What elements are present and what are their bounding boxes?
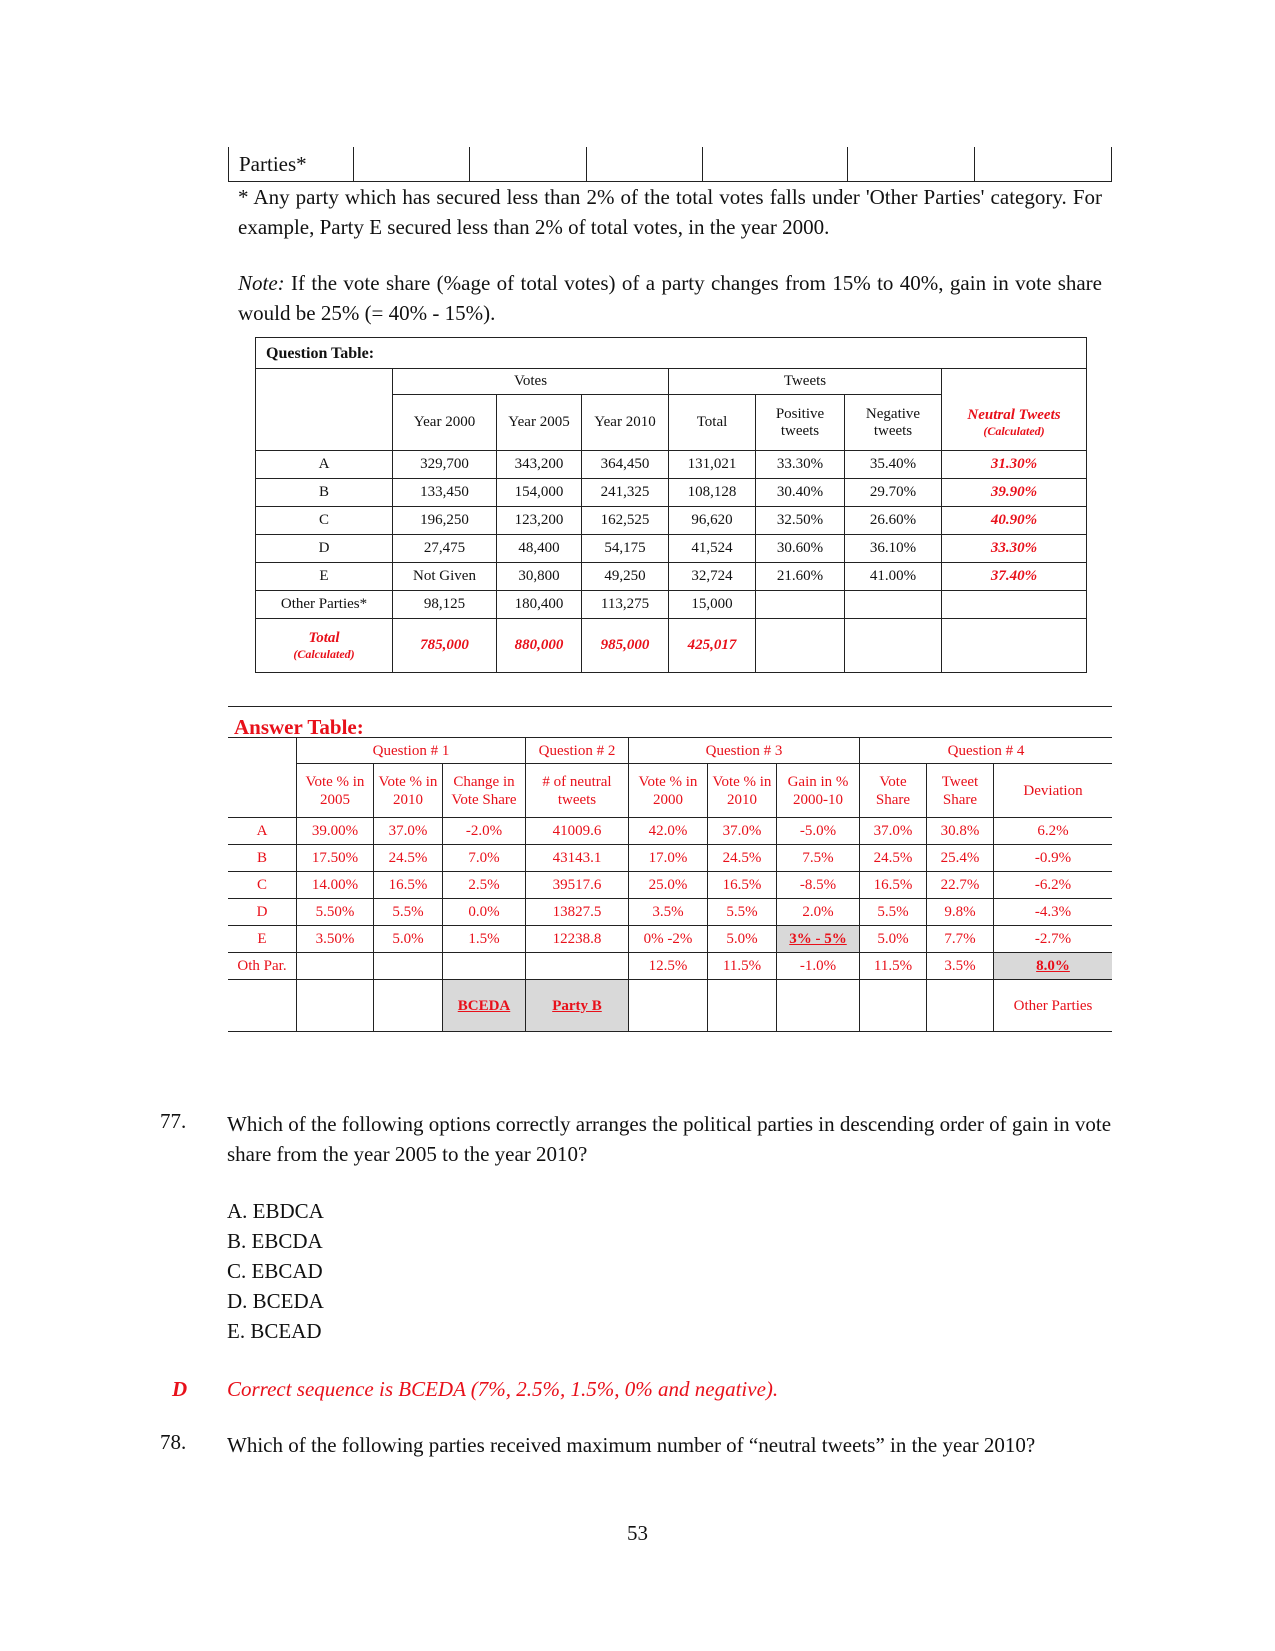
- cell-value: 5.5%: [708, 899, 777, 926]
- cell-value: 14.00%: [297, 872, 374, 899]
- cell-value: 37.0%: [708, 818, 777, 845]
- cell-value: 180,400: [497, 591, 582, 619]
- fragment-table: [228, 147, 1112, 182]
- neutral-value: 33.30%: [942, 535, 1087, 563]
- cell-value: -4.3%: [994, 899, 1113, 926]
- cell-value: [845, 591, 942, 619]
- q77-answer-letter: D: [172, 1377, 188, 1401]
- cell-value: 2.5%: [443, 872, 526, 899]
- answer-row: [228, 980, 1112, 1032]
- q77-option-b: B. EBCDA: [227, 1229, 323, 1253]
- hdr-vote-2010-q1: Vote % in 2010: [374, 764, 443, 818]
- cell-value: -2.7%: [994, 926, 1113, 953]
- party-name: B: [256, 479, 393, 507]
- cell-value: 364,450: [582, 451, 669, 479]
- cell-value: 13827.5: [526, 899, 629, 926]
- answer-q4: Other Parties: [994, 980, 1113, 1032]
- q78-text: Which of the following parties received maximum number of “neutral tweets” in the year 2010?: [227, 1433, 1036, 1457]
- cell-value: Not Given: [393, 563, 497, 591]
- q78-number: 78.: [160, 1430, 187, 1454]
- cell-value: 11.5%: [708, 953, 777, 980]
- col-year-2010: Year 2010: [582, 395, 669, 451]
- cell-value: 32,724: [669, 563, 756, 591]
- hdr-deviation: Deviation: [994, 764, 1113, 818]
- question-table-body: [256, 451, 1087, 619]
- party-name: Other Parties*: [256, 591, 393, 619]
- cell-value: 41009.6: [526, 818, 629, 845]
- cell-value: 131,021: [669, 451, 756, 479]
- cell-value: 25.4%: [927, 845, 994, 872]
- cell-value: 1.5%: [443, 926, 526, 953]
- cell-value: 48,400: [497, 535, 582, 563]
- col-year-2005: Year 2005: [497, 395, 582, 451]
- cell-value: 196,250: [393, 507, 497, 535]
- cell-value: 41.00%: [845, 563, 942, 591]
- cell-value: 22.7%: [927, 872, 994, 899]
- cell-value: -6.2%: [994, 872, 1113, 899]
- cell-value: 21.60%: [756, 563, 845, 591]
- cell-value: 7.5%: [777, 845, 860, 872]
- question-row: [256, 563, 1087, 591]
- cell-value: 11.5%: [860, 953, 927, 980]
- cell-value: -0.9%: [994, 845, 1113, 872]
- note-label: Note:: [238, 271, 285, 295]
- tweets-group-header: Tweets: [669, 369, 942, 395]
- cell-value: 49,250: [582, 563, 669, 591]
- cell-value: 35.40%: [845, 451, 942, 479]
- answer-q2: Party B: [552, 997, 602, 1014]
- cell-value: 3.5%: [927, 953, 994, 980]
- col-year-2000: Year 2000: [393, 395, 497, 451]
- hdr-neutral-tweets: # of neutral tweets: [526, 764, 629, 818]
- cell-value: 5.50%: [297, 899, 374, 926]
- cell-value: 42.0%: [629, 818, 708, 845]
- cell-value: 113,275: [582, 591, 669, 619]
- answer-table-title: Answer Table:: [228, 707, 1112, 738]
- cell-value: [297, 953, 374, 980]
- cell-value: 16.5%: [860, 872, 927, 899]
- neutral-sub: (Calculated): [983, 423, 1045, 438]
- hdr-vote-share: Vote Share: [860, 764, 927, 818]
- question-row: [256, 479, 1087, 507]
- cell-value: 24.5%: [708, 845, 777, 872]
- total-label: Total: [308, 630, 340, 646]
- cell-value: 24.5%: [860, 845, 927, 872]
- question-row: [256, 451, 1087, 479]
- note: [238, 268, 1102, 328]
- cell-value: 3.50%: [297, 926, 374, 953]
- hdr-tweet-share: Tweet Share: [927, 764, 994, 818]
- cell-value: 16.5%: [708, 872, 777, 899]
- cell-value: 5.5%: [374, 899, 443, 926]
- cell-value: 123,200: [497, 507, 582, 535]
- cell-value: 8.0%: [994, 953, 1113, 980]
- q77-option-d: D. BCEDA: [227, 1289, 324, 1313]
- total-2010: 985,000: [582, 619, 669, 673]
- party-name: C: [228, 872, 297, 899]
- party-name: A: [228, 818, 297, 845]
- cell-value: 36.10%: [845, 535, 942, 563]
- cell-value: [756, 591, 845, 619]
- question-table: [255, 337, 1087, 673]
- cell-value: 7.7%: [927, 926, 994, 953]
- cell-value: 15,000: [669, 591, 756, 619]
- cell-value: 343,200: [497, 451, 582, 479]
- question-table-title: Question Table:: [256, 338, 1087, 369]
- total-tweets: 425,017: [669, 619, 756, 673]
- group-q2: Question # 2: [526, 738, 629, 764]
- total-sub: (Calculated): [293, 647, 355, 661]
- cell-value: [374, 953, 443, 980]
- cell-value: 108,128: [669, 479, 756, 507]
- cell-value: 30,800: [497, 563, 582, 591]
- neutral-value: 37.40%: [942, 563, 1087, 591]
- col-positive: Positive tweets: [756, 395, 845, 451]
- cell-value: [443, 953, 526, 980]
- col-total: Total: [669, 395, 756, 451]
- cell-value: 39517.6: [526, 872, 629, 899]
- cell-value: 98,125: [393, 591, 497, 619]
- party-name: Oth Par.: [228, 953, 297, 980]
- cell-value: -8.5%: [777, 872, 860, 899]
- page-number: 53: [627, 1521, 648, 1545]
- cell-value: 12.5%: [629, 953, 708, 980]
- neutral-value: 40.90%: [942, 507, 1087, 535]
- question-row: [256, 507, 1087, 535]
- answer-table-row: [228, 953, 1112, 980]
- cell-value: 37.0%: [860, 818, 927, 845]
- answer-table-row: [228, 926, 1112, 953]
- hdr-vote-2010-q3: Vote % in 2010: [708, 764, 777, 818]
- question-row: [256, 535, 1087, 563]
- neutral-value: [942, 591, 1087, 619]
- answer-table-row: [228, 818, 1112, 845]
- cell-value: -2.0%: [443, 818, 526, 845]
- answer-table-row: [228, 899, 1112, 926]
- answer-table-body: [228, 818, 1112, 980]
- cell-value: 12238.8: [526, 926, 629, 953]
- cell-value: [526, 953, 629, 980]
- cell-value: 133,450: [393, 479, 497, 507]
- note-text: If the vote share (%age of total votes) of a party changes from 15% to 40%, gain in vote share would be 25% (= 40% - 15%).: [238, 271, 1102, 325]
- party-name: E: [256, 563, 393, 591]
- cell-value: 96,620: [669, 507, 756, 535]
- cell-value: 39.00%: [297, 818, 374, 845]
- cell-value: 6.2%: [994, 818, 1113, 845]
- cell-value: 27,475: [393, 535, 497, 563]
- neutral-value: 31.30%: [942, 451, 1087, 479]
- cell-value: 29.70%: [845, 479, 942, 507]
- group-q1: Question # 1: [297, 738, 526, 764]
- cell-value: 43143.1: [526, 845, 629, 872]
- fragment-label: Parties*: [229, 147, 354, 182]
- cell-value: -1.0%: [777, 953, 860, 980]
- cell-value: 241,325: [582, 479, 669, 507]
- cell-value: 329,700: [393, 451, 497, 479]
- neutral-value: 39.90%: [942, 479, 1087, 507]
- total-2000: 785,000: [393, 619, 497, 673]
- cell-value: 17.50%: [297, 845, 374, 872]
- hdr-gain: Gain in % 2000-10: [777, 764, 860, 818]
- q77-answer-text: Correct sequence is BCEDA (7%, 2.5%, 1.5%, 0% and negative).: [227, 1377, 779, 1401]
- total-2005: 880,000: [497, 619, 582, 673]
- cell-value: 33.30%: [756, 451, 845, 479]
- party-name: A: [256, 451, 393, 479]
- cell-value: 5.0%: [374, 926, 443, 953]
- cell-value: 30.60%: [756, 535, 845, 563]
- cell-value: 41,524: [669, 535, 756, 563]
- q77-option-e: E. BCEAD: [227, 1319, 322, 1343]
- cell-value: 2.0%: [777, 899, 860, 926]
- hdr-change: Change in Vote Share: [443, 764, 526, 818]
- q77-option-a: A. EBDCA: [227, 1199, 324, 1223]
- question-row: [256, 591, 1087, 619]
- cell-value: 154,000: [497, 479, 582, 507]
- cell-value: 30.8%: [927, 818, 994, 845]
- col-neutral: [942, 395, 1087, 451]
- answer-q1-cell: [443, 980, 526, 1032]
- cell-value: 3% - 5%: [777, 926, 860, 953]
- answer-table-row: [228, 872, 1112, 899]
- party-name: E: [228, 926, 297, 953]
- total-row: [256, 619, 1087, 673]
- cell-value: 5.5%: [860, 899, 927, 926]
- party-name: D: [256, 535, 393, 563]
- cell-value: 37.0%: [374, 818, 443, 845]
- cell-value: 0.0%: [443, 899, 526, 926]
- cell-value: 7.0%: [443, 845, 526, 872]
- cell-value: 162,525: [582, 507, 669, 535]
- party-name: B: [228, 845, 297, 872]
- hdr-vote-2005: Vote % in 2005: [297, 764, 374, 818]
- party-name: C: [256, 507, 393, 535]
- footnote: * Any party which has secured less than 2% of the total votes falls under 'Other Parties' category. For example, Party E secured less than 2% of total votes, in the year 2000.: [238, 185, 1102, 239]
- cell-value: 24.5%: [374, 845, 443, 872]
- group-q4: Question # 4: [860, 738, 1113, 764]
- col-negative: Negative tweets: [845, 395, 942, 451]
- hdr-vote-2000: Vote % in 2000: [629, 764, 708, 818]
- cell-value: 17.0%: [629, 845, 708, 872]
- neutral-header: Neutral Tweets: [967, 406, 1061, 423]
- cell-value: 32.50%: [756, 507, 845, 535]
- q77-number: 77.: [160, 1109, 187, 1133]
- cell-value: 3.5%: [629, 899, 708, 926]
- votes-group-header: Votes: [393, 369, 669, 395]
- cell-value: -5.0%: [777, 818, 860, 845]
- cell-value: 5.0%: [860, 926, 927, 953]
- group-q3: Question # 3: [629, 738, 860, 764]
- cell-value: 16.5%: [374, 872, 443, 899]
- cell-value: 9.8%: [927, 899, 994, 926]
- cell-value: 30.40%: [756, 479, 845, 507]
- party-name: D: [228, 899, 297, 926]
- total-label-cell: [256, 619, 393, 673]
- q77-text: Which of the following options correctly arranges the political parties in descending order of gain in vote share from the year 2005 to the year 2010?: [227, 1112, 1112, 1166]
- answer-table: [228, 706, 1112, 1032]
- cell-value: 0% -2%: [629, 926, 708, 953]
- cell-value: 5.0%: [708, 926, 777, 953]
- cell-value: 26.60%: [845, 507, 942, 535]
- answer-q2-cell: [526, 980, 629, 1032]
- cell-value: 54,175: [582, 535, 669, 563]
- answer-table-row: [228, 845, 1112, 872]
- answer-q1: BCEDA: [457, 997, 511, 1014]
- cell-value: 25.0%: [629, 872, 708, 899]
- q77-option-c: C. EBCAD: [227, 1259, 323, 1283]
